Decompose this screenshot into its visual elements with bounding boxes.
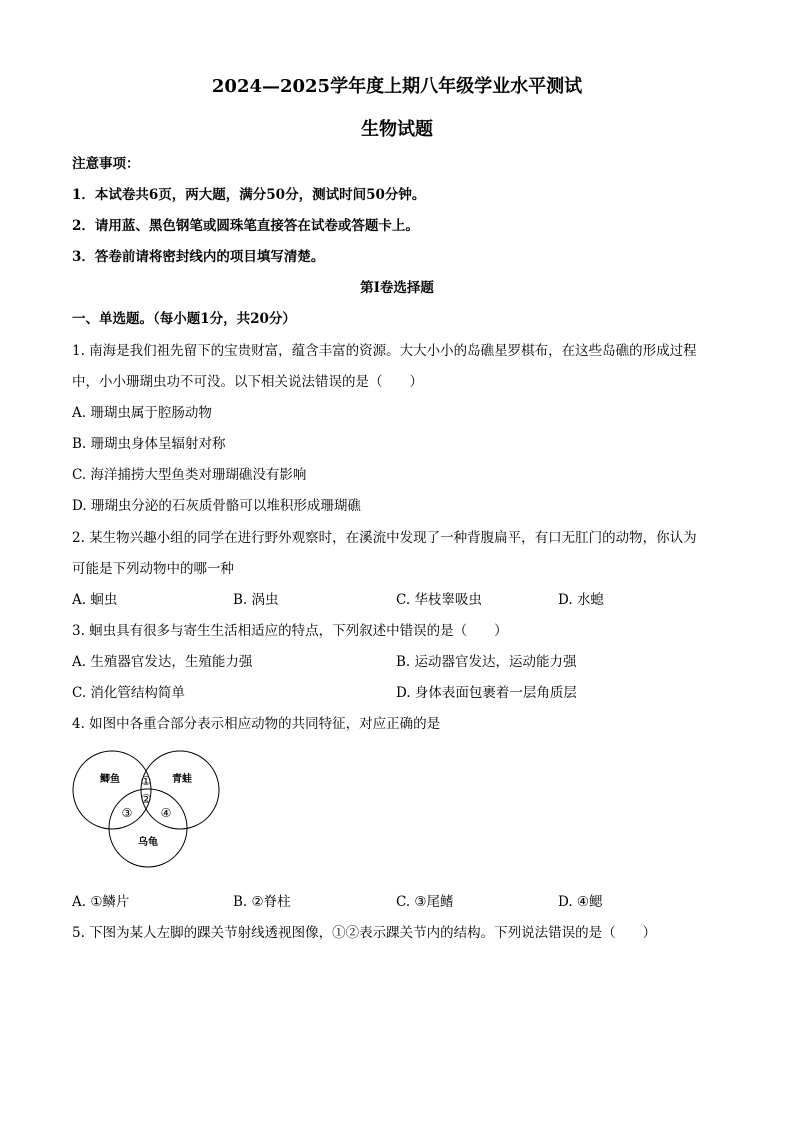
q2-option-d: D. 水螅 bbox=[558, 592, 604, 608]
q2-option-a: A. 蛔虫 bbox=[72, 592, 118, 608]
q4-option-c: C. ③尾鳍 bbox=[396, 894, 454, 910]
q1-option-a: A. 珊瑚虫属于腔肠动物 bbox=[72, 405, 212, 421]
notice-item-2: 2．请用蓝、黑色钢笔或圆珠笔直接答在试卷或答题卡上。 bbox=[72, 218, 419, 234]
part-one-heading: 一、单选题。（每小题1分，共20分） bbox=[72, 311, 296, 327]
notice-heading: 注意事项： bbox=[72, 156, 140, 172]
q3-option-d: D. 身体表面包裹着一层角质层 bbox=[396, 685, 577, 701]
q2-option-b: B. 涡虫 bbox=[233, 592, 279, 608]
venn-region-4: ④ bbox=[160, 806, 172, 820]
q1-stem-line2: 中，小小珊瑚虫功不可没。以下相关说法错误的是（ ） bbox=[72, 374, 423, 390]
venn-region-1: ① bbox=[140, 774, 152, 788]
q5-stem: 5. 下图为某人左脚的踝关节射线透视图像，①②表示踝关节内的结构。下列说法错误的是（ ） bbox=[72, 925, 657, 941]
q2-option-c: C. 华枝睾吸虫 bbox=[396, 592, 482, 608]
venn-circle-frog bbox=[141, 751, 219, 829]
q3-stem: 3. 蛔虫具有很多与寄生生活相适应的特点，下列叙述中错误的是（ ） bbox=[72, 623, 508, 639]
q4-option-b: B. ②脊柱 bbox=[233, 894, 291, 910]
notice-item-1: 1．本试卷共6页，两大题，满分50分，测试时间50分钟。 bbox=[72, 187, 426, 203]
exam-subtitle: 生物试题 bbox=[361, 119, 433, 140]
q3-option-a: A. 生殖器官发达，生殖能力强 bbox=[72, 654, 253, 670]
q3-option-c: C. 消化管结构简单 bbox=[72, 685, 185, 701]
section-title: 第Ⅰ卷选择题 bbox=[360, 280, 434, 296]
q2-stem-line2: 可能是下列动物中的哪一种 bbox=[72, 561, 234, 577]
q3-option-b: B. 运动器官发达，运动能力强 bbox=[396, 654, 577, 670]
venn-label-turtle: 乌龟 bbox=[138, 837, 158, 848]
q4-option-a: A. ①鳞片 bbox=[72, 894, 130, 910]
q1-option-c: C. 海洋捕捞大型鱼类对珊瑚礁没有影响 bbox=[72, 467, 307, 483]
q1-option-b: B. 珊瑚虫身体呈辐射对称 bbox=[72, 436, 226, 452]
q4-option-d: D. ④鳃 bbox=[558, 894, 603, 910]
q1-option-d: D. 珊瑚虫分泌的石灰质骨骼可以堆积形成珊瑚礁 bbox=[72, 498, 361, 514]
venn-region-3: ③ bbox=[121, 806, 133, 820]
q2-stem-line1: 2. 某生物兴趣小组的同学在进行野外观察时，在溪流中发现了一种背腹扁平，有口无肛门的动物，你认为 bbox=[72, 530, 697, 546]
venn-label-carp: 鲫鱼 bbox=[100, 774, 120, 785]
q4-stem: 4. 如图中各重合部分表示相应动物的共同特征，对应正确的是 bbox=[72, 716, 441, 732]
venn-diagram bbox=[68, 744, 228, 870]
notice-item-3: 3．答卷前请将密封线内的项目填写清楚。 bbox=[72, 249, 325, 265]
venn-label-frog: 青蛙 bbox=[172, 774, 192, 785]
exam-title: 2024—2025学年度上期八年级学业水平测试 bbox=[211, 76, 583, 97]
venn-region-2: ② bbox=[140, 792, 152, 806]
q1-stem-line1: 1. 南海是我们祖先留下的宝贵财富，蕴含丰富的资源。大大小小的岛礁星罗棋布，在这些岛礁的形成过程 bbox=[72, 343, 697, 359]
